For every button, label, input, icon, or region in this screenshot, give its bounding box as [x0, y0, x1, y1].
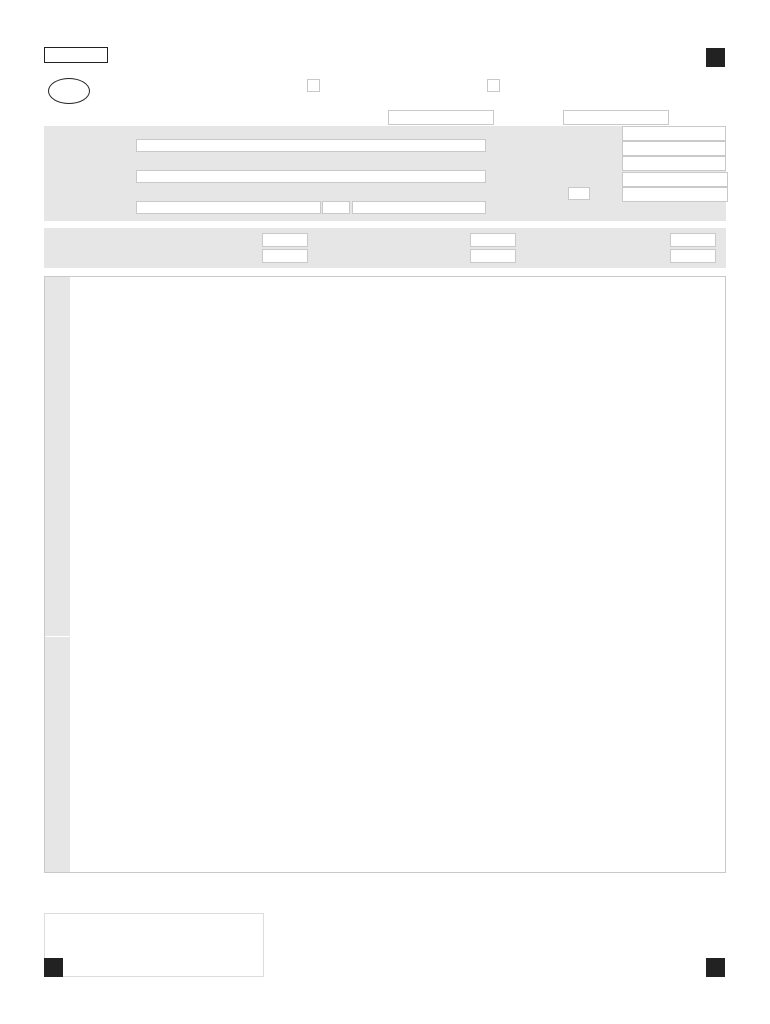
date-end-field[interactable] [563, 110, 669, 125]
date-begin-field[interactable] [388, 110, 494, 125]
de-included-field[interactable] [670, 233, 716, 247]
no-staples-badge [48, 78, 90, 104]
s-corporation-checkbox[interactable] [487, 79, 500, 92]
k1-included-field[interactable] [262, 233, 308, 247]
city-field[interactable] [136, 201, 321, 214]
partnership-checkbox[interactable] [307, 79, 320, 92]
corner-block [706, 48, 725, 67]
office-use-box [44, 913, 264, 977]
formed-date-field[interactable] [622, 187, 728, 202]
zip-field[interactable] [352, 201, 486, 214]
corner-mark-bottom-right [706, 958, 725, 977]
main-frame [44, 276, 726, 873]
fein-field[interactable] [622, 126, 726, 141]
state-formed-field[interactable] [568, 187, 590, 200]
nonresident-owners-field[interactable] [470, 233, 516, 247]
naics-field[interactable] [622, 141, 726, 156]
registration-date-field[interactable] [622, 172, 728, 187]
sos-id-field[interactable] [622, 156, 726, 171]
other-owners-field[interactable] [470, 249, 516, 263]
numbers-block-background [44, 228, 726, 268]
mailing-address-field[interactable] [136, 170, 486, 183]
name-field[interactable] [136, 139, 486, 152]
form-label [44, 47, 108, 63]
resident-owners-field[interactable] [262, 249, 308, 263]
k1-received-field[interactable] [670, 249, 716, 263]
barcode [460, 930, 702, 964]
corner-mark-bottom-left [44, 958, 63, 977]
state-field[interactable] [322, 201, 350, 214]
